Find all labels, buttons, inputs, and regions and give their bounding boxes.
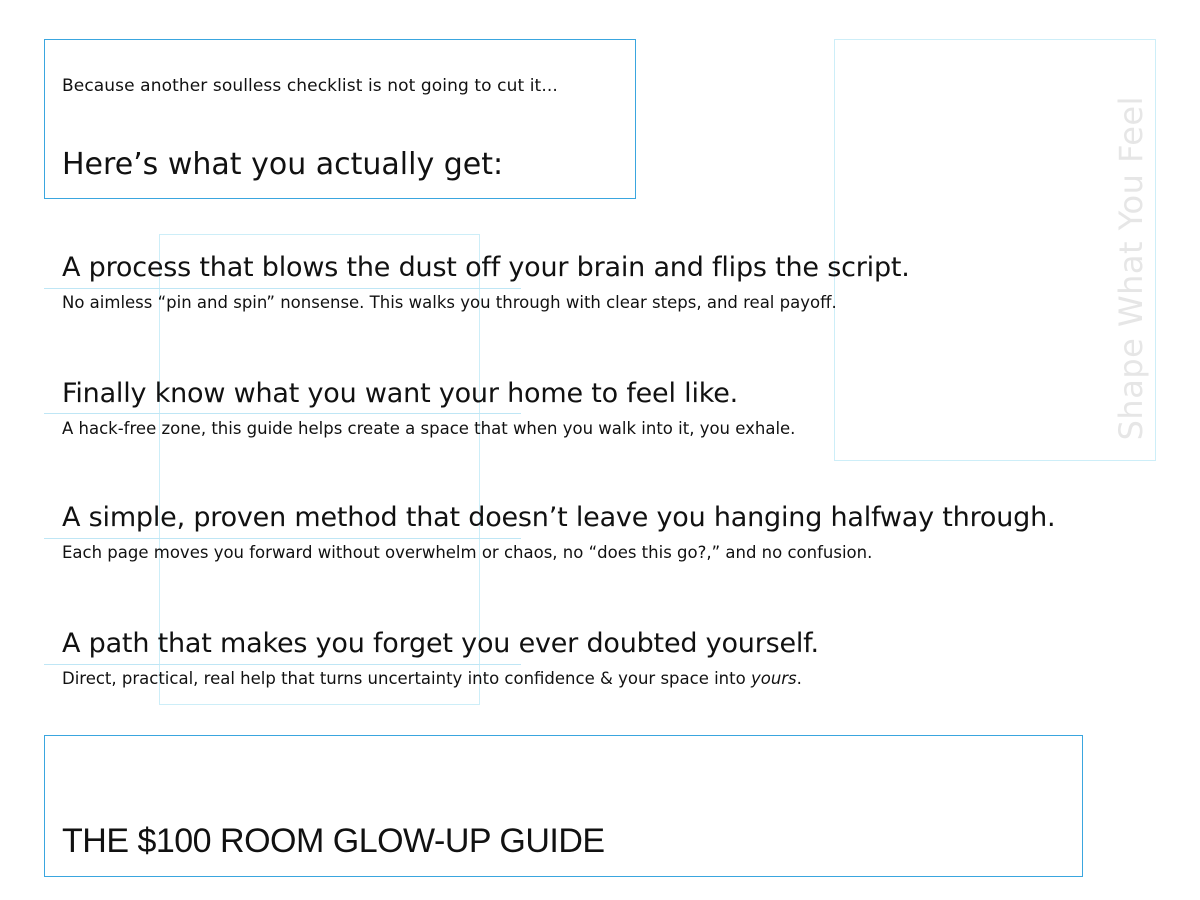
benefit-description-4-main: Direct, practical, real help that turns uncertainty into confidence & your space into (62, 669, 751, 688)
benefit-title-2: Finally know what you want your home to feel like. (62, 378, 739, 409)
guide-title: THE $100 ROOM GLOW-UP GUIDE (62, 822, 605, 860)
page-headline: Here’s what you actually get: (62, 147, 504, 182)
benefit-title-4: A path that makes you forget you ever doubted yourself. (62, 628, 819, 659)
side-panel-box (834, 39, 1156, 461)
benefit-description-4-emphasis: yours (750, 669, 797, 688)
benefit-description-2: A hack-free zone, this guide helps create a space that when you walk into it, you exhale. (62, 419, 796, 438)
divider-line (44, 413, 521, 414)
benefit-title-3: A simple, proven method that doesn’t leave you hanging halfway through. (62, 502, 1056, 533)
divider-line (44, 664, 521, 665)
benefit-description-1: No aimless “pin and spin” nonsense. This walks you through with clear steps, and real payoff. (62, 293, 837, 312)
side-vertical-text: Shape What You Feel (1112, 96, 1150, 441)
benefit-description-4-end: . (796, 669, 802, 688)
benefit-description-4 (62, 669, 802, 688)
divider-line (44, 288, 521, 289)
intro-text: Because another soulless checklist is not going to cut it... (62, 76, 558, 96)
benefit-title-1: A process that blows the dust off your brain and flips the script. (62, 252, 910, 283)
divider-line (44, 538, 521, 539)
benefit-description-3: Each page moves you forward without overwhelm or chaos, no “does this go?,” and no confusion. (62, 543, 873, 562)
